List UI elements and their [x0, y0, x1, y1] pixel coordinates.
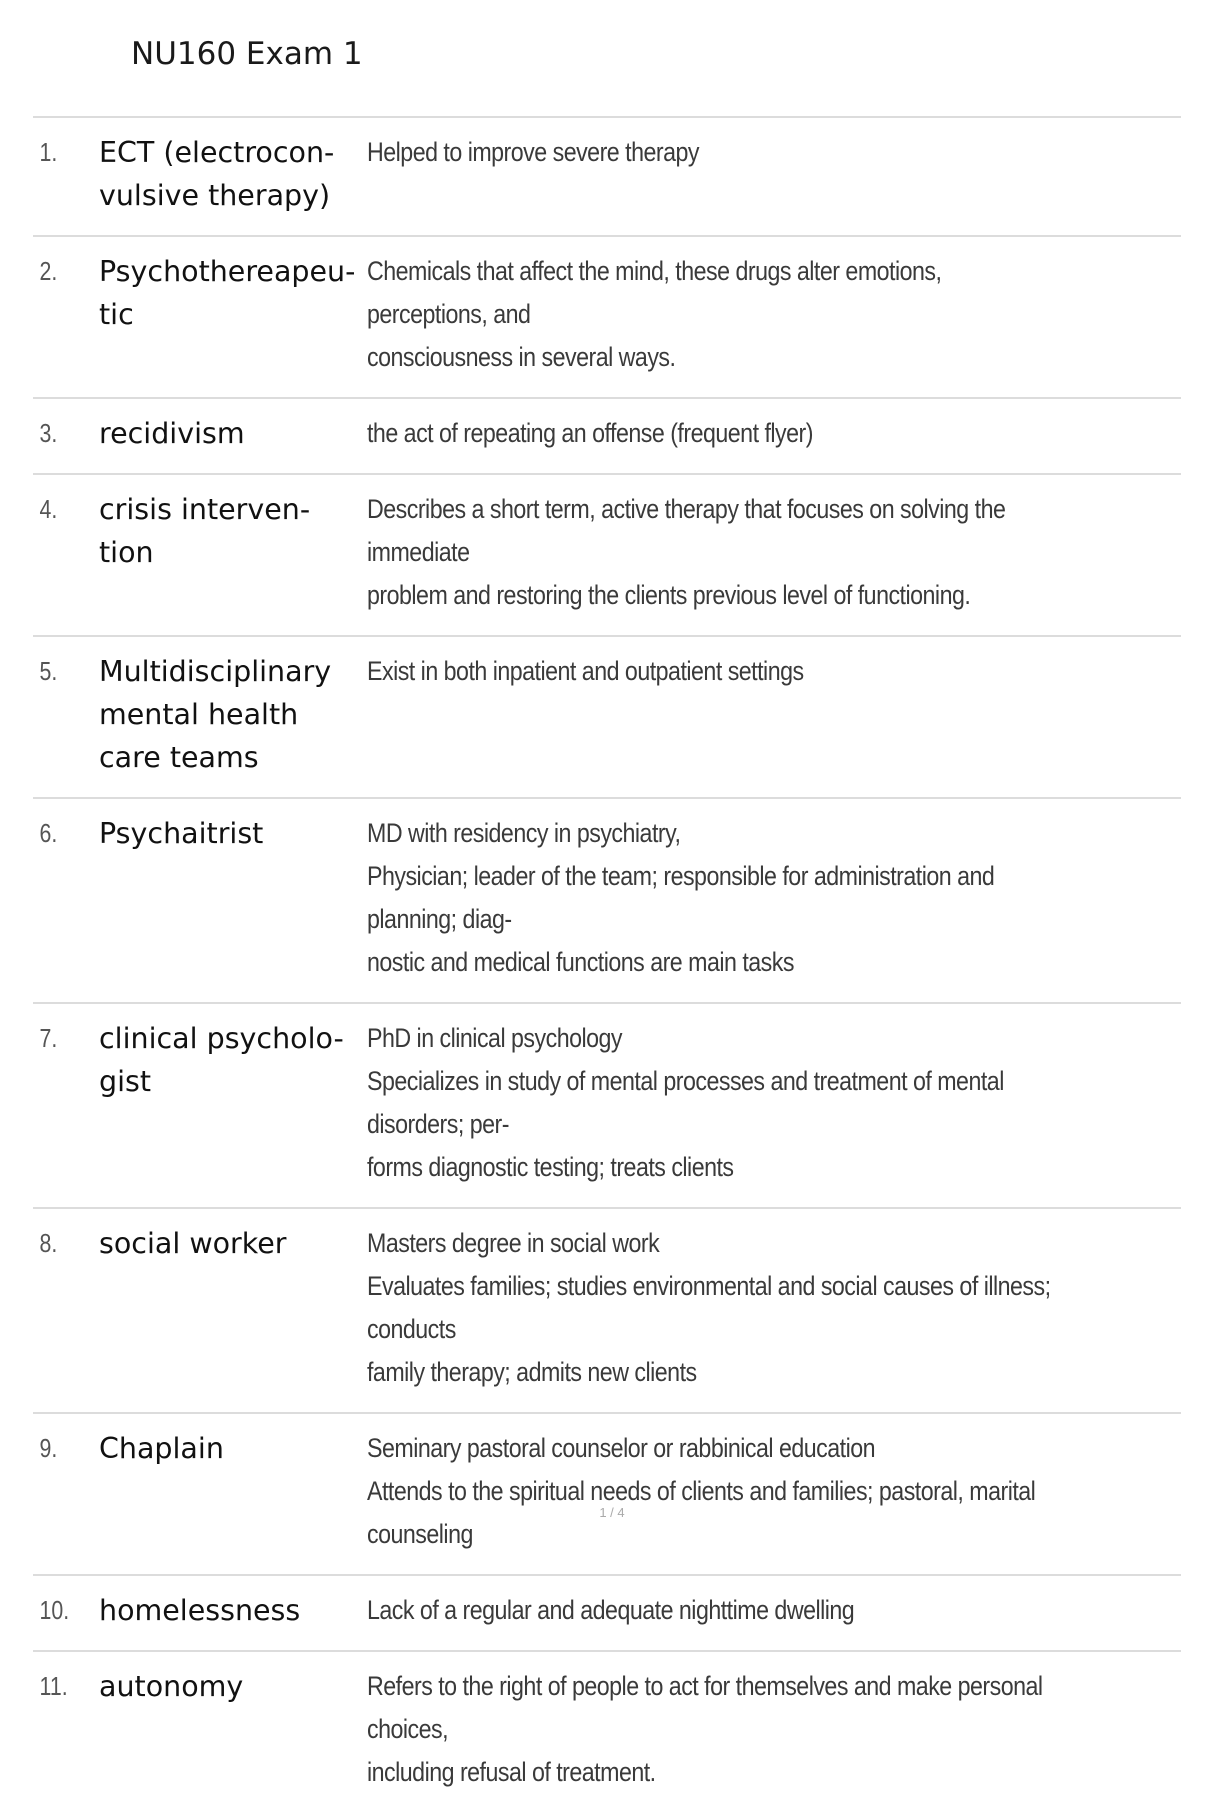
term-number: 1. [39, 137, 58, 167]
term-definition: Seminary pastoral counselor or rabbinical education Attends to the spiritual needs of clients and families; pastoral, marital counseling [367, 1433, 1036, 1549]
term-number: 11. [39, 1671, 68, 1701]
term-number: 6. [39, 818, 58, 848]
term-number: 10. [39, 1595, 70, 1625]
term-definition: PhD in clinical psychology Specializes in study of mental processes and treatment of mental disorders; per- forms diagnostic testing; treats clients [367, 1023, 1004, 1182]
term-row [33, 1652, 1181, 1812]
term-name: homelessness [99, 1594, 301, 1627]
term-name: recidivism [99, 417, 245, 450]
term-row [33, 1576, 1181, 1652]
term-name: social worker [99, 1227, 287, 1260]
term-name: Psychothereapeu- tic [99, 255, 356, 331]
term-name: ECT (electrocon- vulsive therapy) [99, 136, 335, 212]
term-definition: Lack of a regular and adequate nighttime dwelling [367, 1595, 855, 1625]
term-definition: Exist in both inpatient and outpatient settings [367, 656, 804, 686]
term-definition: Refers to the right of people to act for themselves and make personal choices, including refusal of treatment. [367, 1671, 1043, 1787]
term-row [33, 118, 1181, 237]
term-row [33, 637, 1181, 799]
term-name: Psychaitrist [99, 817, 264, 850]
term-definition: Helped to improve severe therapy [367, 137, 699, 167]
term-row [33, 399, 1181, 475]
term-number: 4. [39, 494, 58, 524]
term-number: 7. [39, 1023, 58, 1053]
term-definition: Masters degree in social work Evaluates families; studies environmental and social causes of illness; conducts family therapy; admits new clients [367, 1228, 1051, 1387]
term-number: 9. [39, 1433, 58, 1463]
term-name: Chaplain [99, 1432, 224, 1465]
term-number: 3. [39, 418, 58, 448]
term-row [33, 475, 1181, 637]
term-definition: Describes a short term, active therapy that focuses on solving the immediate problem and restoring the clients previous level of functioning. [367, 494, 1006, 610]
page-indicator: 1 / 4 [599, 1505, 625, 1520]
term-definition: MD with residency in psychiatry, Physician; leader of the team; responsible for administration and planning; diag- nostic and medical functions are main tasks [367, 818, 995, 977]
term-name: clinical psycholo- gist [99, 1022, 344, 1098]
term-row [33, 1004, 1181, 1209]
term-list [33, 116, 1181, 1812]
term-row [33, 1414, 1181, 1576]
term-definition: the act of repeating an offense (frequent flyer) [367, 418, 813, 448]
term-number: 8. [39, 1228, 58, 1258]
term-definition: Chemicals that affect the mind, these drugs alter emotions, perceptions, and consciousness in several ways. [367, 256, 942, 372]
term-number: 2. [39, 256, 58, 286]
term-row [33, 237, 1181, 399]
term-row [33, 1209, 1181, 1414]
term-name: Multidisciplinary mental health care teams [99, 655, 332, 774]
term-name: crisis interven- tion [99, 493, 311, 569]
term-name: autonomy [99, 1670, 244, 1703]
term-row [33, 799, 1181, 1004]
term-number: 5. [39, 656, 58, 686]
page-title: NU160 Exam 1 [131, 36, 363, 72]
